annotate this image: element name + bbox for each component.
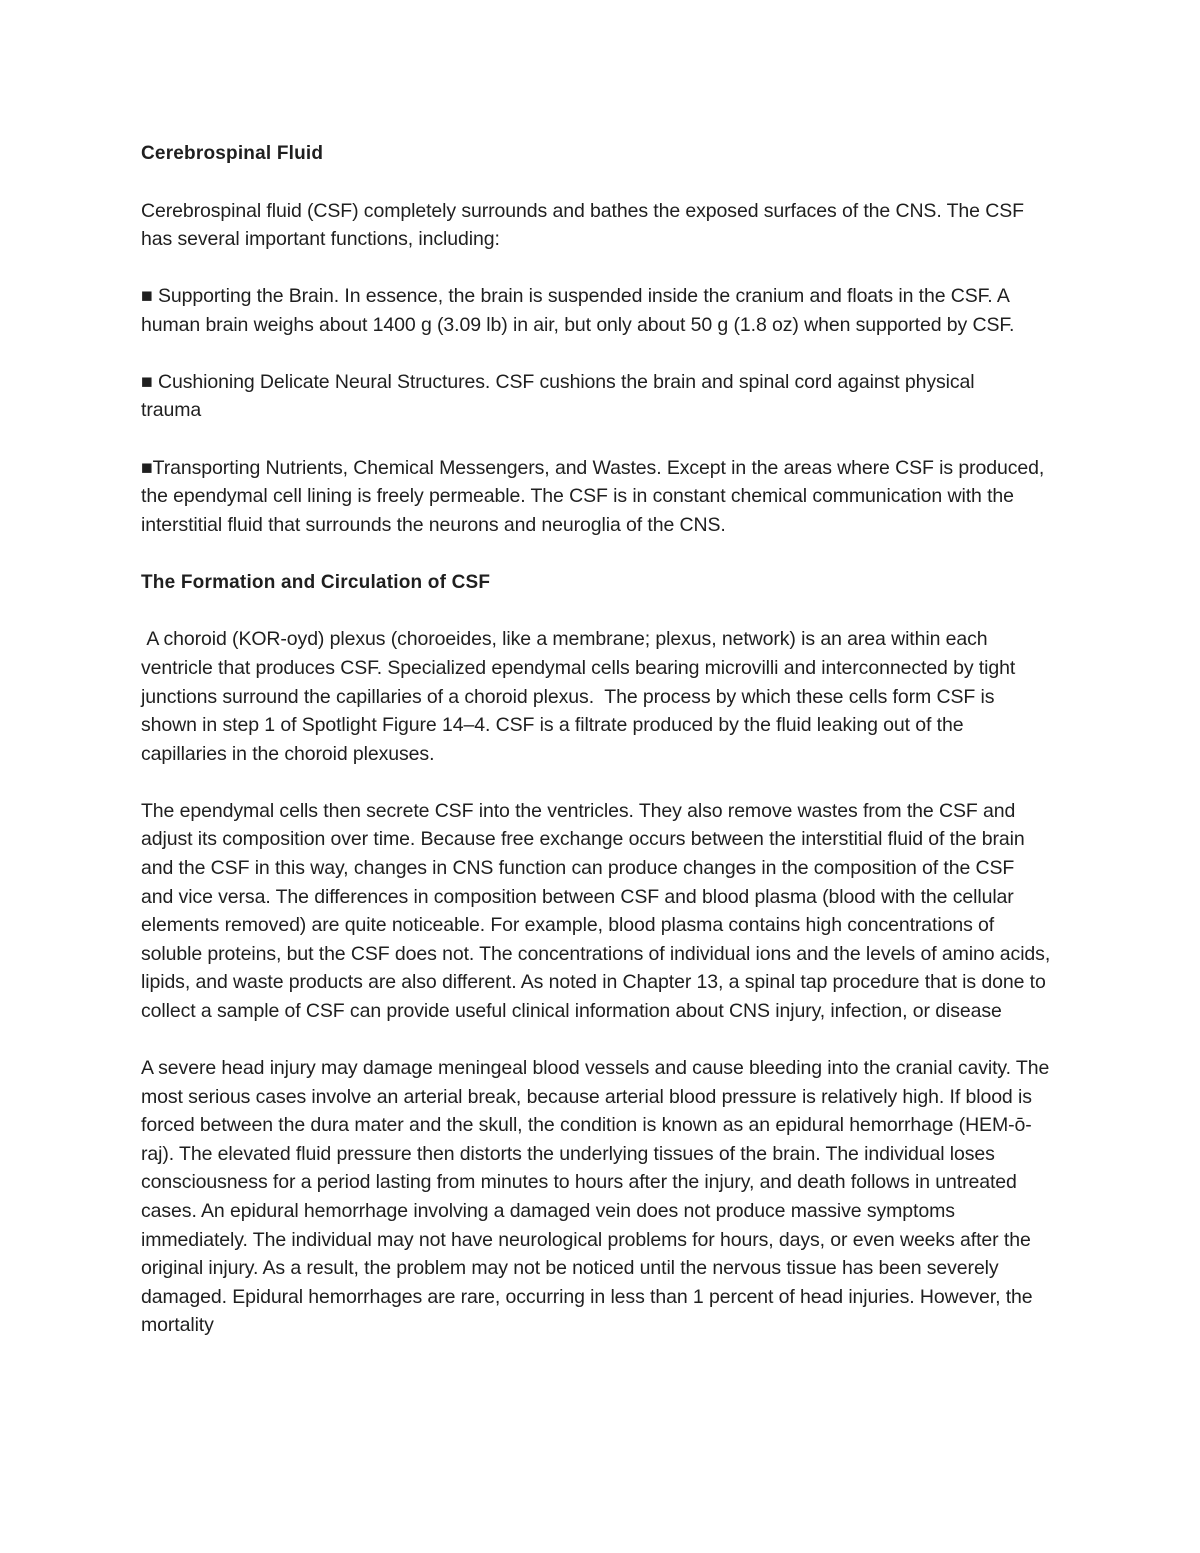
spacer bbox=[141, 1026, 1066, 1055]
paragraph-choroid-plexus: A choroid (KOR-oyd) plexus (choroeides, like a membrane; plexus, network) is an area within each ventricle that produces CSF. Specialized ependymal cells bearing microvilli and interconnected by tight junctions surround the capillaries of a choroid plexus. The process by which these cells form CSF is shown in step 1 of Spotlight Figure 14–4. CSF is a filtrate produced by the fluid leaking out of the capillaries in the choroid plexuses. bbox=[141, 628, 1021, 765]
spacer bbox=[141, 425, 1066, 454]
bullet-cushioning: ■ Cushioning Delicate Neural Structures. CSF cushions the brain and spinal cord against physical trauma bbox=[141, 370, 975, 422]
document-page bbox=[141, 139, 1066, 1340]
spacer bbox=[141, 168, 1066, 197]
paragraph-ependymal-cells: The ependymal cells then secrete CSF into the ventricles. They also remove wastes from the CSF and adjust its composition over time. Because free exchange occurs between the interstitial fluid of the brain and the CSF in this way, changes in CNS function can produce changes in the composition of the CSF and vice versa. The differences in composition between CSF and blood plasma (blood with the cellular elements removed) are quite noticeable. For example, blood plasma contains high concentrations of soluble proteins, but the CSF does not. The concentrations of individual ions and the levels of amino acids, lipids, and waste products are also different. As noted in Chapter 13, a spinal tap procedure that is done to collect a sample of CSF can provide useful clinical information about CNS injury, infection, or disease bbox=[141, 799, 1051, 1022]
intro-paragraph: Cerebrospinal fluid (CSF) completely surrounds and bathes the exposed surfaces of the CNS. The CSF has several important functions, including: bbox=[141, 199, 1024, 251]
bullet-supporting-brain: ■ Supporting the Brain. In essence, the brain is suspended inside the cranium and floats in the CSF. A human brain weighs about 1400 g (3.09 lb) in air, but only about 50 g (1.8 oz) when supported by CSF. bbox=[141, 285, 1015, 336]
bullet-transporting: ■Transporting Nutrients, Chemical Messengers, and Wastes. Except in the areas where CSF is produced, the ependymal cell lining is freely permeable. The CSF is in constant chemical communication with the interstitial fluid that surrounds the neurons and neuroglia of the CNS. bbox=[141, 456, 1045, 536]
spacer bbox=[141, 768, 1066, 797]
paragraph-head-injury: A severe head injury may damage meningeal blood vessels and cause bleeding into the cranial cavity. The most serious cases involve an arterial break, because arterial blood pressure is relatively high. If blood is forced between the dura mater and the skull, the condition is known as an epidural hemorrhage (HEM-ō-raj). The elevated fluid pressure then distorts the underlying tissues of the brain. The individual loses consciousness for a period lasting from minutes to hours after the injury, and death follows in untreated cases. An epidural hemorrhage involving a damaged vein does not produce massive symptoms immediately. The individual may not have neurological problems for hours, days, or even weeks after the original injury. As a result, the problem may not be noticed until the nervous tissue has been severely damaged. Epidural hemorrhages are rare, occurring in less than 1 percent of head injuries. However, the mortality bbox=[141, 1057, 1050, 1337]
spacer bbox=[141, 597, 1066, 626]
spacer bbox=[141, 254, 1066, 283]
spacer bbox=[141, 539, 1066, 568]
spacer bbox=[141, 339, 1066, 368]
section-heading-cerebrospinal-fluid: Cerebrospinal Fluid bbox=[141, 143, 324, 164]
section-heading-formation-circulation: The Formation and Circulation of CSF bbox=[141, 571, 491, 593]
